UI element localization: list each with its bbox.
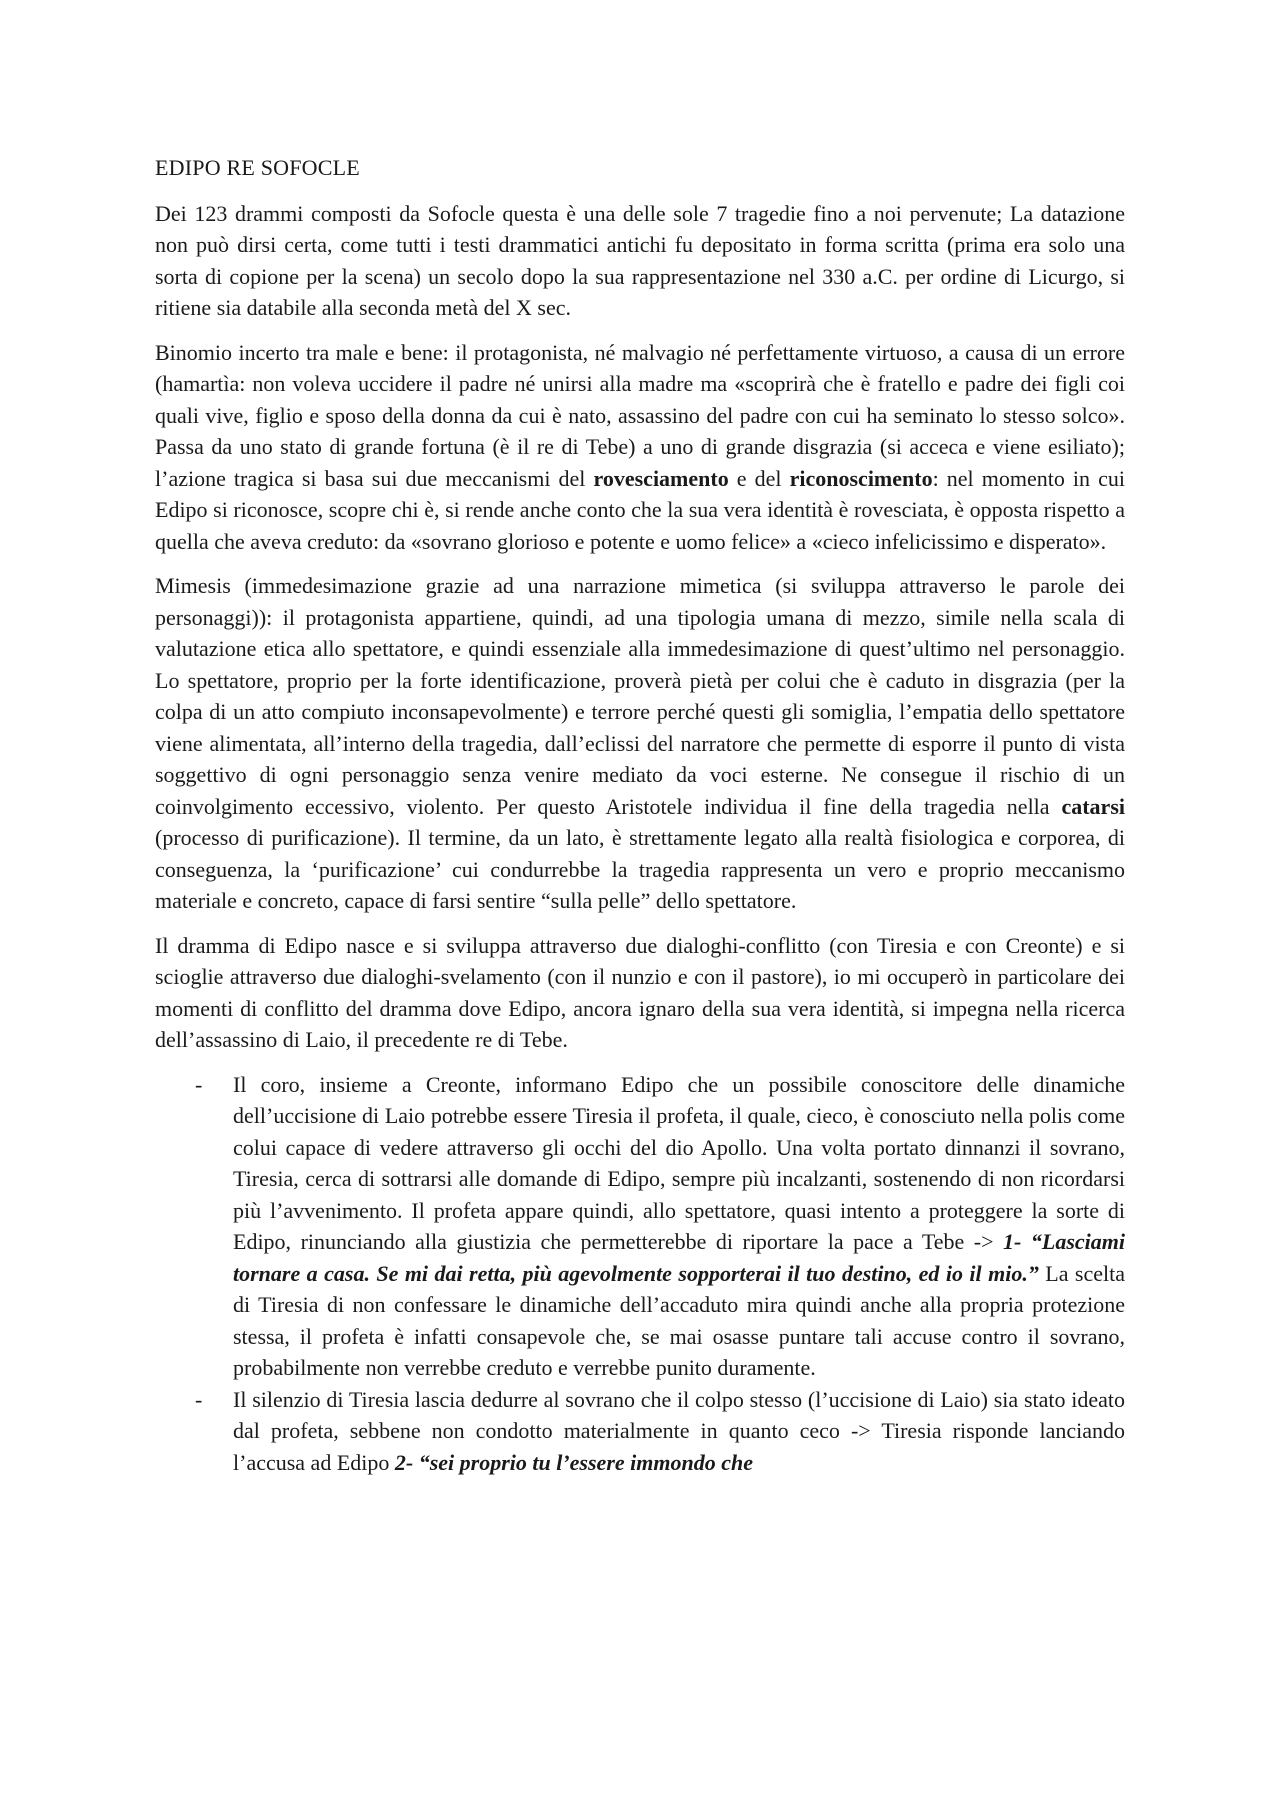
bullet-list [155, 1069, 1125, 1479]
bold-term-rovesciamento: rovesciamento [593, 465, 729, 491]
text-run: Il silenzio di Tiresia lascia dedurre al sovrano che il colpo stesso (l’uccisione di Laio) sia stato ideato dal profeta, sebbene non condotto materialmente in quanto ceco -> Tiresia risponde lanciando l’accusa ad Edipo [233, 1386, 1125, 1475]
text-run: Il coro, insieme a Creonte, informano Edipo che un possibile conoscitore delle dinamiche dell’uccisione di Laio potrebbe essere Tiresia il profeta, il quale, cieco, è conosciuto nella polis come colui capace di vedere attraverso gli occhi del dio Apollo. Una volta portato dinnanzi il sovrano, Tiresia, cerca di sottrarsi alle domande di Edipo, sempre più incalzanti, sostenendo di non ricordarsi più l’avvenimento. Il profeta appare quindi, allo spettatore, quasi intento a proteggere la sorte di Edipo, rinunciando alla giustizia che permetterebbe di riportare la pace a Tebe -> [233, 1071, 1125, 1254]
quote-2: 2- “sei proprio tu l’essere immondo che [394, 1449, 753, 1475]
document-page [155, 152, 1125, 1478]
bullet-dash: - [195, 1386, 203, 1412]
bullet-dash: - [195, 1071, 203, 1097]
paragraph-mimesis [155, 570, 1125, 917]
text-run: La scelta di Tiresia di non confessare le dinamiche dell’accaduto mira quindi anche alla propria protezione stessa, il profeta è infatti consapevole che, se mai osasse puntare tali accuse contro il sovrano, probabilmente non verrebbe creduto e verrebbe punito duramente. [233, 1260, 1125, 1380]
text-run: Mimesis (immedesimazione grazie ad una narrazione mimetica (si sviluppa attraverso le parole dei personaggi)): il protagonista appartiene, quindi, ad una tipologia umana di mezzo, simile nella scala di valutazione etica allo spettatore, e quindi essenziale alla immedesimazione di quest’ultimo nel personaggio. Lo spettatore, proprio per la forte identificazione, proverà pietà per colui che è caduto in disgrazia (per la colpa di un atto compiuto inconsapevolmente) e terrore perché questi gli somiglia, l’empatia dello spettatore viene alimentata, all’interno della tragedia, dall’eclissi del narratore che permette di esporre il punto di vista soggettivo di ogni personaggio senza venire mediato da voci esterne. Ne consegue il rischio di un coinvolgimento eccessivo, violento. Per questo Aristotele individua il fine della tragedia nella [155, 573, 1125, 819]
text-run: e del [728, 465, 790, 491]
text-run: : nel momento in cui Edipo si riconosce, scopre chi è, si rende anche conto che la sua vera identità è rovesciata, è opposta rispetto a quella che aveva creduto: da «sovrano glorioso e potente e uomo felice» a «cieco infelicissimo e disperato». [155, 465, 1125, 554]
bullet-item-tiresia [155, 1069, 1125, 1384]
bullet-item-silenzio [155, 1384, 1125, 1479]
quote-1: 1- “Lasciami tornare a casa. Se mi dai retta, più agevolmente sopporterai il tuo destino, ed io il mio.” [233, 1229, 1125, 1286]
paragraph-dating: Dei 123 drammi composti da Sofocle questa è una delle sole 7 tragedie fino a noi pervenute; La datazione non può dirsi certa, come tutti i testi drammatici antichi fu depositato in forma scritta (prima era solo una sorta di copione per la scena) un secolo dopo la sua rappresentazione nel 330 a.C. per ordine di Licurgo, si ritiene sia databile alla seconda metà del X sec. [155, 200, 1125, 320]
paragraph-dramma: Il dramma di Edipo nasce e si sviluppa attraverso due dialoghi-conflitto (con Tiresia e con Creonte) e si scioglie attraverso due dialoghi-svelamento (con il nunzio e con il pastore), io mi occuperò in particolare dei momenti di conflitto del dramma dove Edipo, ancora ignaro della sua vera identità, si impegna nella ricerca dell’assassino di Laio, il precedente re di Tebe. [155, 932, 1125, 1052]
text-run: Binomio incerto tra male e bene: il protagonista, né malvagio né perfettamente virtuoso, a causa di un errore (hamartìa: non voleva uccidere il padre né unirsi alla madre ma «scoprirà che è fratello e padre dei figli coi quali vive, figlio e sposo della donna da cui è nato, assassino del padre con cui ha seminato lo stesso solco». Passa da uno stato di grande fortuna (è il re di Tebe) a uno di grande disgrazia (si acceca e viene esiliato); l’azione tragica si basa sui due meccanismi del [155, 339, 1125, 491]
bold-term-catarsi: catarsi [1061, 793, 1125, 819]
text-run: (processo di purificazione). Il termine, da un lato, è strettamente legato alla realtà fisiologica e corporea, di conseguenza, la ‘purificazione’ cui condurrebbe la tragedia rappresenta un vero e proprio meccanismo materiale e concreto, capace di farsi sentire “sulla pelle” dello spettatore. [155, 825, 1125, 913]
paragraph-binomio [155, 337, 1125, 558]
document-title: EDIPO RE SOFOCLE [155, 155, 360, 180]
bold-term-riconoscimento: riconoscimento [789, 465, 933, 491]
